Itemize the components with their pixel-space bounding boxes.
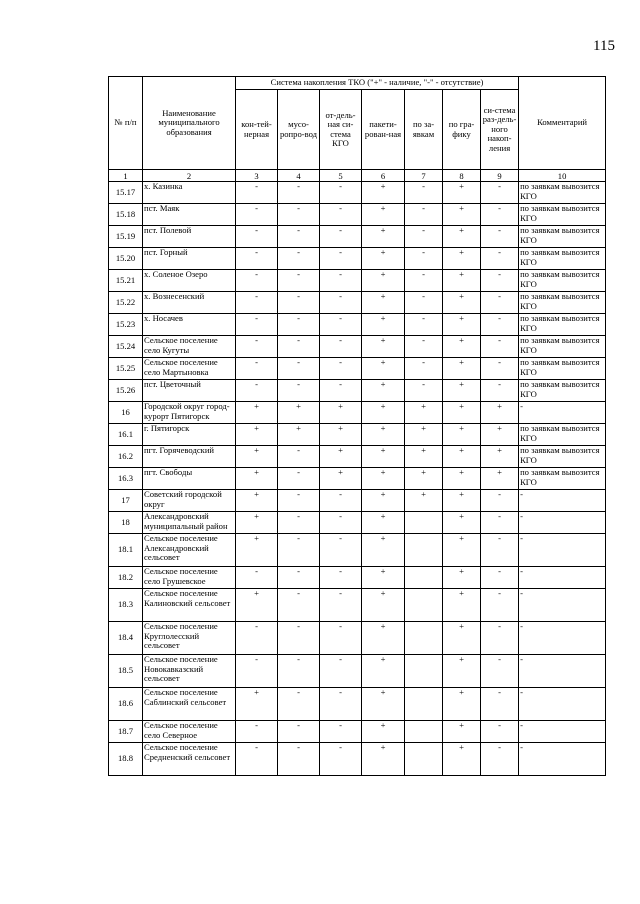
- system-value: -: [278, 468, 320, 490]
- row-number: 15.23: [109, 314, 143, 336]
- header-column-number: 3: [236, 170, 278, 182]
- table-row: [109, 446, 606, 468]
- row-number: 17: [109, 490, 143, 512]
- header-subcol: по за-явкам: [405, 90, 443, 170]
- system-value: +: [362, 490, 405, 512]
- system-value: +: [443, 424, 481, 446]
- system-value: +: [362, 248, 405, 270]
- comment: -: [519, 688, 606, 721]
- row-number: 16.2: [109, 446, 143, 468]
- system-value: +: [236, 512, 278, 534]
- system-value: +: [362, 622, 405, 655]
- system-value: +: [362, 688, 405, 721]
- system-value: -: [320, 743, 362, 776]
- table-row: [109, 336, 606, 358]
- municipality-name: х. Носачев: [143, 314, 236, 336]
- header-subcol: от-дель-ная си-стема КГО: [320, 90, 362, 170]
- municipality-name: пгт. Свободы: [143, 468, 236, 490]
- table-row: [109, 743, 606, 776]
- system-value: +: [362, 534, 405, 567]
- system-value: +: [443, 743, 481, 776]
- row-number: 18: [109, 512, 143, 534]
- system-value: [405, 721, 443, 743]
- system-value: +: [320, 402, 362, 424]
- comment: по заявкам вывозится КГО: [519, 380, 606, 402]
- system-value: -: [481, 248, 519, 270]
- comment: по заявкам вывозится КГО: [519, 468, 606, 490]
- system-value: -: [405, 204, 443, 226]
- system-value: +: [481, 468, 519, 490]
- system-value: +: [443, 314, 481, 336]
- system-value: [405, 534, 443, 567]
- header-subcol: си-стема раз-дель-ного накоп-ления: [481, 90, 519, 170]
- header-column-number: 6: [362, 170, 405, 182]
- comment: -: [519, 721, 606, 743]
- waste-accumulation-table: [108, 76, 606, 776]
- row-number: 18.1: [109, 534, 143, 567]
- system-value: -: [405, 226, 443, 248]
- system-value: -: [236, 314, 278, 336]
- system-value: -: [236, 721, 278, 743]
- table-header: [109, 77, 606, 182]
- comment: -: [519, 490, 606, 512]
- municipality-name: Сельское поселение село Грушевское: [143, 567, 236, 589]
- system-value: -: [236, 270, 278, 292]
- system-value: -: [278, 534, 320, 567]
- comment: по заявкам вывозится КГО: [519, 336, 606, 358]
- system-value: [405, 655, 443, 688]
- comment: -: [519, 567, 606, 589]
- system-value: +: [443, 589, 481, 622]
- row-number: 18.5: [109, 655, 143, 688]
- table-row: [109, 622, 606, 655]
- system-value: +: [362, 743, 405, 776]
- system-value: +: [443, 721, 481, 743]
- system-value: -: [320, 182, 362, 204]
- system-value: -: [278, 358, 320, 380]
- system-value: +: [362, 512, 405, 534]
- system-value: -: [278, 446, 320, 468]
- system-value: -: [481, 534, 519, 567]
- table-row: [109, 402, 606, 424]
- system-value: -: [278, 380, 320, 402]
- row-number: 16.3: [109, 468, 143, 490]
- system-value: +: [236, 402, 278, 424]
- system-value: -: [405, 358, 443, 380]
- system-value: +: [362, 226, 405, 248]
- system-value: +: [443, 248, 481, 270]
- header-column-number: 9: [481, 170, 519, 182]
- municipality-name: Городской округ город-курорт Пятигорск: [143, 402, 236, 424]
- municipality-name: Сельское поселение Новокавказский сельсовет: [143, 655, 236, 688]
- system-value: -: [320, 226, 362, 248]
- municipality-name: Сельское поселение Круглолесский сельсовет: [143, 622, 236, 655]
- system-value: +: [362, 468, 405, 490]
- system-value: +: [362, 589, 405, 622]
- comment: по заявкам вывозится КГО: [519, 226, 606, 248]
- header-subcol: кон-тей-нерная: [236, 90, 278, 170]
- table-row: [109, 292, 606, 314]
- table-body: [109, 182, 606, 776]
- table-row: [109, 248, 606, 270]
- row-number: 15.21: [109, 270, 143, 292]
- system-value: -: [320, 380, 362, 402]
- system-value: +: [362, 567, 405, 589]
- system-value: -: [320, 292, 362, 314]
- municipality-name: Советский городской округ: [143, 490, 236, 512]
- system-value: -: [405, 314, 443, 336]
- comment: по заявкам вывозится КГО: [519, 314, 606, 336]
- system-value: +: [236, 490, 278, 512]
- system-value: -: [278, 314, 320, 336]
- municipality-name: Сельское поселение Средненский сельсовет: [143, 743, 236, 776]
- comment: -: [519, 512, 606, 534]
- system-value: -: [236, 380, 278, 402]
- header-name: Наименование муниципального образования: [143, 77, 236, 170]
- header-column-number: 1: [109, 170, 143, 182]
- row-number: 15.26: [109, 380, 143, 402]
- system-value: -: [481, 567, 519, 589]
- municipality-name: х. Вознесенский: [143, 292, 236, 314]
- system-value: -: [481, 721, 519, 743]
- row-number: 15.17: [109, 182, 143, 204]
- municipality-name: пст. Цветочный: [143, 380, 236, 402]
- system-value: +: [443, 226, 481, 248]
- system-value: +: [443, 534, 481, 567]
- system-value: -: [320, 567, 362, 589]
- system-value: -: [320, 248, 362, 270]
- system-value: +: [443, 490, 481, 512]
- row-number: 16.1: [109, 424, 143, 446]
- municipality-name: Сельское поселение село Мартыновка: [143, 358, 236, 380]
- system-value: +: [443, 402, 481, 424]
- system-value: +: [443, 292, 481, 314]
- system-value: +: [236, 424, 278, 446]
- row-number: 18.4: [109, 622, 143, 655]
- system-value: -: [481, 292, 519, 314]
- system-value: +: [443, 446, 481, 468]
- header-subcol: по гра-фику: [443, 90, 481, 170]
- system-value: +: [320, 468, 362, 490]
- system-value: +: [405, 424, 443, 446]
- system-value: [405, 743, 443, 776]
- system-value: -: [481, 688, 519, 721]
- system-value: +: [443, 270, 481, 292]
- system-value: -: [405, 270, 443, 292]
- system-value: +: [362, 402, 405, 424]
- header-column-number: 8: [443, 170, 481, 182]
- system-value: -: [405, 292, 443, 314]
- row-number: 15.19: [109, 226, 143, 248]
- system-value: -: [481, 743, 519, 776]
- row-number: 18.2: [109, 567, 143, 589]
- municipality-name: Сельское поселение село Кугуты: [143, 336, 236, 358]
- system-value: +: [405, 490, 443, 512]
- table-row: [109, 182, 606, 204]
- system-value: +: [320, 446, 362, 468]
- table-row: [109, 380, 606, 402]
- comment: -: [519, 534, 606, 567]
- system-value: +: [362, 446, 405, 468]
- system-value: -: [278, 589, 320, 622]
- row-number: 18.6: [109, 688, 143, 721]
- system-value: +: [362, 270, 405, 292]
- municipality-name: пст. Горный: [143, 248, 236, 270]
- comment: -: [519, 402, 606, 424]
- comment: по заявкам вывозится КГО: [519, 446, 606, 468]
- system-value: -: [236, 292, 278, 314]
- system-value: -: [236, 182, 278, 204]
- system-value: -: [405, 248, 443, 270]
- system-value: -: [278, 743, 320, 776]
- system-value: +: [362, 204, 405, 226]
- system-value: -: [278, 292, 320, 314]
- municipality-name: Сельское поселение Саблинский сельсовет: [143, 688, 236, 721]
- row-number: 15.24: [109, 336, 143, 358]
- comment: по заявкам вывозится КГО: [519, 292, 606, 314]
- table-row: [109, 358, 606, 380]
- system-value: +: [320, 424, 362, 446]
- system-value: -: [320, 622, 362, 655]
- system-value: -: [481, 314, 519, 336]
- municipality-name: г. Пятигорск: [143, 424, 236, 446]
- system-value: +: [362, 380, 405, 402]
- table-row: [109, 270, 606, 292]
- system-value: +: [443, 182, 481, 204]
- system-value: [405, 688, 443, 721]
- system-value: -: [320, 655, 362, 688]
- system-value: +: [443, 358, 481, 380]
- header-subcol: пакети-рован-ная: [362, 90, 405, 170]
- system-value: +: [443, 567, 481, 589]
- header-group: Система накопления ТКО ("+" - наличие, "-" - отсутствие): [236, 77, 519, 90]
- system-value: -: [236, 655, 278, 688]
- system-value: -: [278, 721, 320, 743]
- system-value: +: [362, 358, 405, 380]
- system-value: +: [236, 468, 278, 490]
- system-value: -: [320, 336, 362, 358]
- municipality-name: пст. Полевой: [143, 226, 236, 248]
- system-value: -: [320, 314, 362, 336]
- table-row: [109, 721, 606, 743]
- municipality-name: пгт. Горячеводский: [143, 446, 236, 468]
- table-row: [109, 534, 606, 567]
- system-value: +: [443, 336, 481, 358]
- system-value: -: [278, 655, 320, 688]
- system-value: -: [278, 248, 320, 270]
- row-number: 15.18: [109, 204, 143, 226]
- table-row: [109, 468, 606, 490]
- system-value: -: [481, 226, 519, 248]
- row-number: 15.20: [109, 248, 143, 270]
- system-value: -: [405, 380, 443, 402]
- page-number: 115: [593, 38, 615, 54]
- system-value: -: [481, 270, 519, 292]
- system-value: +: [443, 622, 481, 655]
- system-value: -: [278, 226, 320, 248]
- system-value: +: [362, 336, 405, 358]
- system-value: -: [236, 226, 278, 248]
- system-value: -: [236, 204, 278, 226]
- row-number: 15.22: [109, 292, 143, 314]
- system-value: -: [236, 336, 278, 358]
- comment: по заявкам вывозится КГО: [519, 182, 606, 204]
- system-value: +: [443, 204, 481, 226]
- system-value: +: [236, 589, 278, 622]
- table-row: [109, 226, 606, 248]
- comment: по заявкам вывозится КГО: [519, 424, 606, 446]
- system-value: +: [236, 688, 278, 721]
- system-value: -: [481, 512, 519, 534]
- system-value: +: [443, 512, 481, 534]
- system-value: -: [236, 248, 278, 270]
- system-value: +: [405, 402, 443, 424]
- system-value: -: [481, 589, 519, 622]
- system-value: +: [278, 424, 320, 446]
- table-row: [109, 589, 606, 622]
- municipality-name: Сельское поселение село Северное: [143, 721, 236, 743]
- header-subcol: мусо-ропро-вод: [278, 90, 320, 170]
- comment: по заявкам вывозится КГО: [519, 204, 606, 226]
- system-value: -: [278, 512, 320, 534]
- system-value: [405, 512, 443, 534]
- system-value: +: [236, 534, 278, 567]
- header-num: № п/п: [109, 77, 143, 170]
- comment: -: [519, 655, 606, 688]
- table-row: [109, 490, 606, 512]
- system-value: [405, 567, 443, 589]
- system-value: -: [278, 688, 320, 721]
- table-row: [109, 512, 606, 534]
- system-value: -: [236, 567, 278, 589]
- table-row: [109, 314, 606, 336]
- comment: по заявкам вывозится КГО: [519, 358, 606, 380]
- system-value: +: [405, 468, 443, 490]
- system-value: -: [320, 358, 362, 380]
- system-value: -: [278, 567, 320, 589]
- row-number: 18.7: [109, 721, 143, 743]
- system-value: +: [481, 446, 519, 468]
- system-value: -: [278, 622, 320, 655]
- system-value: -: [481, 204, 519, 226]
- system-value: +: [443, 468, 481, 490]
- comment: -: [519, 589, 606, 622]
- system-value: -: [320, 204, 362, 226]
- system-value: -: [481, 655, 519, 688]
- system-value: -: [481, 622, 519, 655]
- system-value: +: [362, 292, 405, 314]
- system-value: -: [236, 622, 278, 655]
- system-value: +: [362, 424, 405, 446]
- header-column-number: 7: [405, 170, 443, 182]
- table-row: [109, 567, 606, 589]
- system-value: -: [278, 182, 320, 204]
- municipality-name: х. Казинка: [143, 182, 236, 204]
- comment: -: [519, 622, 606, 655]
- system-value: -: [320, 490, 362, 512]
- header-column-number: 10: [519, 170, 606, 182]
- system-value: +: [405, 446, 443, 468]
- row-number: 18.8: [109, 743, 143, 776]
- system-value: +: [443, 380, 481, 402]
- system-value: -: [320, 512, 362, 534]
- municipality-name: Сельское поселение Калиновский сельсовет: [143, 589, 236, 622]
- system-value: -: [405, 336, 443, 358]
- header-column-number: 2: [143, 170, 236, 182]
- system-value: -: [320, 270, 362, 292]
- header-column-number: 4: [278, 170, 320, 182]
- system-value: -: [481, 380, 519, 402]
- table-row: [109, 688, 606, 721]
- system-value: -: [278, 204, 320, 226]
- system-value: -: [236, 743, 278, 776]
- system-value: -: [278, 490, 320, 512]
- system-value: [405, 589, 443, 622]
- system-value: -: [320, 688, 362, 721]
- comment: -: [519, 743, 606, 776]
- system-value: -: [320, 721, 362, 743]
- municipality-name: пст. Маяк: [143, 204, 236, 226]
- system-value: -: [320, 589, 362, 622]
- table-row: [109, 204, 606, 226]
- system-value: -: [278, 270, 320, 292]
- header-column-number: 5: [320, 170, 362, 182]
- municipality-name: х. Соленое Озеро: [143, 270, 236, 292]
- system-value: +: [362, 314, 405, 336]
- row-number: 18.3: [109, 589, 143, 622]
- system-value: -: [320, 534, 362, 567]
- system-value: -: [236, 358, 278, 380]
- system-value: -: [278, 336, 320, 358]
- system-value: [405, 622, 443, 655]
- system-value: +: [443, 655, 481, 688]
- row-number: 15.25: [109, 358, 143, 380]
- system-value: +: [362, 655, 405, 688]
- system-value: +: [481, 424, 519, 446]
- row-number: 16: [109, 402, 143, 424]
- comment: по заявкам вывозится КГО: [519, 270, 606, 292]
- system-value: +: [278, 402, 320, 424]
- system-value: +: [362, 182, 405, 204]
- table-row: [109, 424, 606, 446]
- system-value: +: [481, 402, 519, 424]
- system-value: +: [443, 688, 481, 721]
- municipality-name: Александровский муниципальный район: [143, 512, 236, 534]
- municipality-name: Сельское поселение Александровский сельсовет: [143, 534, 236, 567]
- comment: по заявкам вывозится КГО: [519, 248, 606, 270]
- system-value: +: [362, 721, 405, 743]
- system-value: -: [405, 182, 443, 204]
- system-value: -: [481, 358, 519, 380]
- system-value: -: [481, 490, 519, 512]
- system-value: +: [236, 446, 278, 468]
- table-row: [109, 655, 606, 688]
- header-comment: Комментарий: [519, 77, 606, 170]
- system-value: -: [481, 182, 519, 204]
- system-value: -: [481, 336, 519, 358]
